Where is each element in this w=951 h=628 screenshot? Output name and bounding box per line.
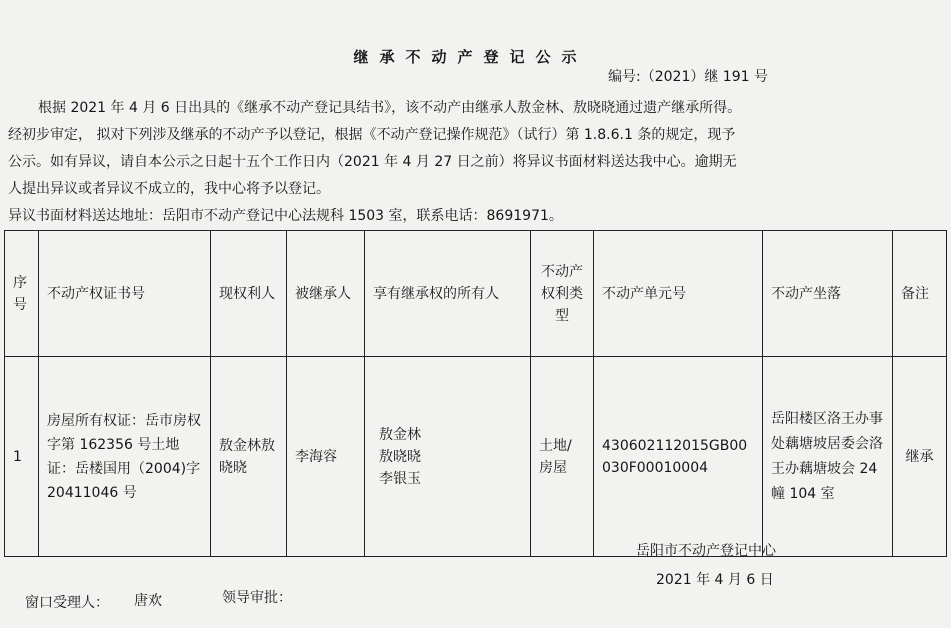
heir-name: 敖金林 — [379, 426, 421, 443]
receiver-label: 窗口受理人： — [25, 595, 109, 611]
cell-unit-no: 430602112015GB00030F00010004 — [594, 357, 763, 557]
heir-name: 李银玉 — [379, 470, 421, 487]
document-number: 编号:（2021）继 191 号 — [608, 69, 768, 85]
header-seq: 序号 — [5, 231, 39, 357]
header-current-owner: 现权利人 — [211, 231, 287, 357]
cell-cert-no: 房屋所有权证：岳市房权字第 162356 号土地证：岳楼国用（2004)字 20411046 号 — [39, 357, 211, 557]
paragraph-line-2: 经初步审定， 拟对下列涉及继承的不动产予以登记，根据《不动产登记操作规范》（试行）第 1.8.6.1 条的规定，现予 — [8, 127, 736, 143]
header-right-type: 不动产权利类型 — [531, 231, 594, 357]
heir-name: 敖晓晓 — [379, 448, 421, 465]
paragraph-line-3: 公示。如有异议，请自本公示之日起十五个工作日内（2021 年 4 月 27 日之前）将异议书面材料送达我中心。逾期无 — [8, 154, 737, 170]
header-cert-no: 不动产权证书号 — [39, 231, 211, 357]
cell-current-owner: 敖金林敖晓晓 — [211, 357, 287, 557]
header-unit-no: 不动产单元号 — [594, 231, 763, 357]
paragraph-line-1: 根据 2021 年 4 月 6 日出具的《继承不动产登记具结书》，该不动产由继承人敖金林、敖晓晓通过遗产继承所得。 — [38, 100, 742, 116]
cell-decedent: 李海容 — [287, 357, 365, 557]
paragraph-line-4: 人提出异议或者异议不成立的，我中心将予以登记。 — [8, 181, 330, 197]
cell-seq: 1 — [5, 357, 39, 557]
cell-location: 岳阳楼区洛王办事处藕塘坡居委会洛王办藕塘坡会 24 幢 104 室 — [763, 357, 893, 557]
property-table — [4, 230, 947, 557]
cell-right-type: 土地/房屋 — [531, 357, 594, 557]
header-location: 不动产坐落 — [763, 231, 893, 357]
cell-note: 继承 — [893, 357, 947, 557]
approval-label: 领导审批： — [222, 590, 292, 606]
header-decedent: 被继承人 — [287, 231, 365, 357]
objection-address: 异议书面材料送达地址：岳阳市不动产登记中心法规科 1503 室，联系电话：8691971。 — [8, 208, 563, 224]
header-heirs: 享有继承权的所有人 — [365, 231, 531, 357]
issuer-name: 岳阳市不动产登记中心 — [636, 543, 776, 559]
page-title: 继承不动产登记公示 — [353, 48, 588, 66]
table-header-row — [5, 231, 947, 357]
table-row — [5, 357, 947, 557]
issue-date: 2021 年 4 月 6 日 — [656, 572, 774, 588]
receiver-name: 唐欢 — [134, 593, 162, 609]
header-note: 备注 — [893, 231, 947, 357]
cell-heirs — [365, 357, 531, 557]
